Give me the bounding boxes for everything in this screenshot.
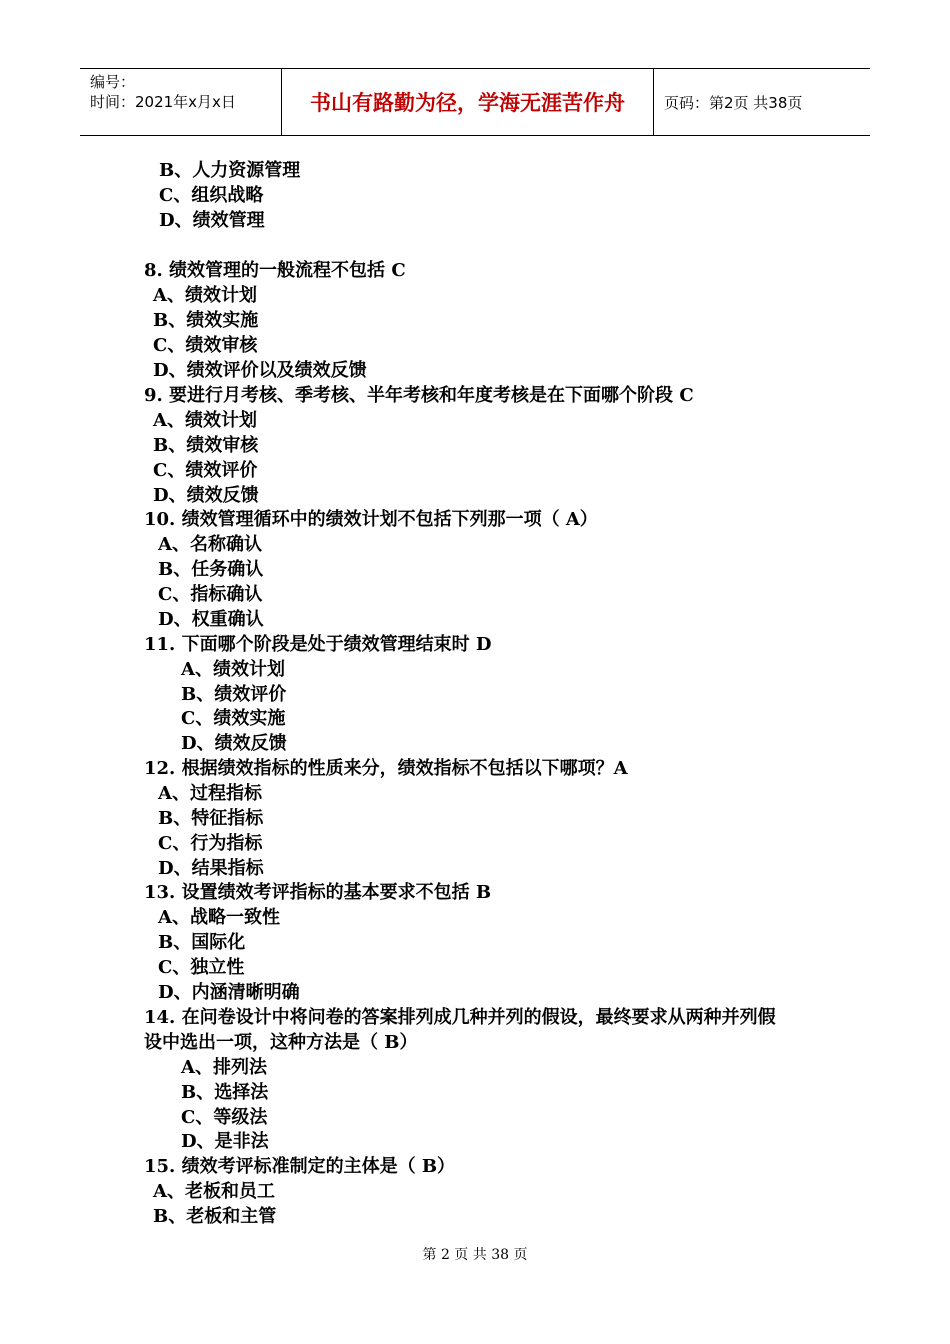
option-line: C、绩效实施 bbox=[181, 708, 286, 729]
option-line: C、行为指标 bbox=[158, 833, 263, 854]
header-left-cell bbox=[80, 69, 281, 135]
option-line: A、名称确认 bbox=[158, 534, 262, 555]
option-line: D、绩效评价以及绩效反馈 bbox=[153, 360, 367, 381]
header-motto-cell bbox=[281, 69, 654, 135]
header-motto: 书山有路勤为径，学海无涯苦作舟 bbox=[310, 91, 625, 115]
question-line: 8. 绩效管理的一般流程不包括 C bbox=[144, 260, 406, 281]
question-line: 13. 设置绩效考评指标的基本要求不包括 B bbox=[144, 882, 492, 903]
option-line: A、绩效计划 bbox=[153, 285, 257, 306]
option-line: D、绩效管理 bbox=[159, 210, 265, 231]
option-line: C、独立性 bbox=[158, 957, 245, 978]
option-line: D、绩效反馈 bbox=[153, 485, 259, 506]
option-line: B、选择法 bbox=[181, 1082, 269, 1103]
option-line: D、是非法 bbox=[181, 1131, 269, 1152]
option-line: D、内涵清晰明确 bbox=[158, 982, 300, 1003]
option-line: B、绩效审核 bbox=[153, 435, 259, 456]
option-line: A、绩效计划 bbox=[181, 659, 285, 680]
option-line: B、国际化 bbox=[158, 932, 246, 953]
option-line: A、老板和员工 bbox=[153, 1181, 275, 1202]
option-line: D、权重确认 bbox=[158, 609, 264, 630]
question-line-continued: 设中选出一项，这种方法是（ B） bbox=[144, 1032, 418, 1053]
header-page-info: 页码：第2页 共38页 bbox=[664, 93, 803, 112]
header-date: 时间：2021年x月x日 bbox=[90, 93, 236, 111]
option-line: B、特征指标 bbox=[158, 808, 264, 829]
option-line: C、绩效评价 bbox=[153, 460, 258, 481]
option-line: A、排列法 bbox=[181, 1057, 267, 1078]
option-line: C、指标确认 bbox=[158, 584, 263, 605]
option-line: B、老板和主管 bbox=[153, 1206, 277, 1227]
question-line: 14. 在问卷设计中将问卷的答案排列成几种并列的假设，最终要求从两种并列假 bbox=[144, 1007, 776, 1028]
header-code-label: 编号： bbox=[90, 73, 136, 91]
option-line: D、结果指标 bbox=[158, 858, 264, 879]
option-line: A、战略一致性 bbox=[158, 907, 280, 928]
question-line: 15. 绩效考评标准制定的主体是（ B） bbox=[144, 1156, 456, 1177]
option-line: D、绩效反馈 bbox=[181, 733, 287, 754]
option-line: B、任务确认 bbox=[158, 559, 264, 580]
page-footer: 第 2 页 共 38 页 bbox=[422, 1247, 528, 1263]
question-line: 10. 绩效管理循环中的绩效计划不包括下列那一项（ A） bbox=[144, 509, 598, 530]
page-header bbox=[80, 68, 870, 136]
option-line: C、等级法 bbox=[181, 1107, 268, 1128]
question-line: 11. 下面哪个阶段是处于绩效管理结束时 D bbox=[144, 634, 492, 655]
option-line: C、绩效审核 bbox=[153, 335, 258, 356]
option-line: B、人力资源管理 bbox=[159, 160, 301, 181]
option-line: B、绩效评价 bbox=[181, 684, 287, 705]
option-line: C、组织战略 bbox=[159, 185, 264, 206]
option-line: A、绩效计划 bbox=[153, 410, 257, 431]
question-line: 12. 根据绩效指标的性质来分，绩效指标不包括以下哪项？A bbox=[144, 758, 628, 779]
header-page-cell bbox=[654, 69, 870, 135]
option-line: A、过程指标 bbox=[158, 783, 262, 804]
option-line: B、绩效实施 bbox=[153, 310, 259, 331]
question-line: 9. 要进行月考核、季考核、半年考核和年度考核是在下面哪个阶段 C bbox=[144, 385, 694, 406]
